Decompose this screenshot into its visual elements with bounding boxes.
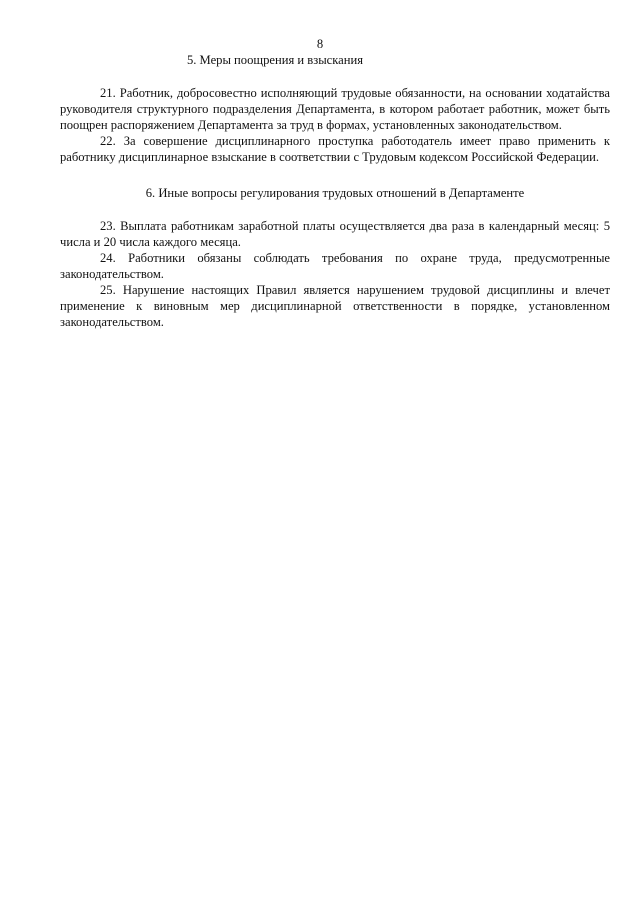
section-6-heading: 6. Иные вопросы регулирования трудовых отношений в Департаменте bbox=[145, 186, 525, 200]
page-number: 8 bbox=[316, 37, 324, 51]
section-5-heading: 5. Меры поощрения и взыскания bbox=[186, 53, 364, 67]
document-body bbox=[60, 52, 610, 330]
paragraph-25: 25. Нарушение настоящих Правил является нарушением трудовой дисциплины и влечет применение к виновным мер дисциплинарной ответственности в порядке, установленном законодательством. bbox=[60, 283, 610, 329]
paragraph-24: 24. Работники обязаны соблюдать требования по охране труда, предусмотренные законодательством. bbox=[60, 251, 610, 281]
paragraph-21: 21. Работник, добросовестно исполняющий трудовые обязанности, на основании ходатайства руководителя структурного подразделения Департамента, в котором работает работник, может быть поощрен распоряжением Департамента за труд в формах, установленных законодательством. bbox=[60, 86, 610, 132]
paragraph-22: 22. За совершение дисциплинарного проступка работодатель имеет право применить к работнику дисциплинарное взыскание в соответствии с Трудовым кодексом Российской Федерации. bbox=[60, 134, 610, 164]
paragraph-23: 23. Выплата работникам заработной платы осуществляется два раза в календарный месяц: 5 числа и 20 числа каждого месяца. bbox=[60, 219, 610, 249]
